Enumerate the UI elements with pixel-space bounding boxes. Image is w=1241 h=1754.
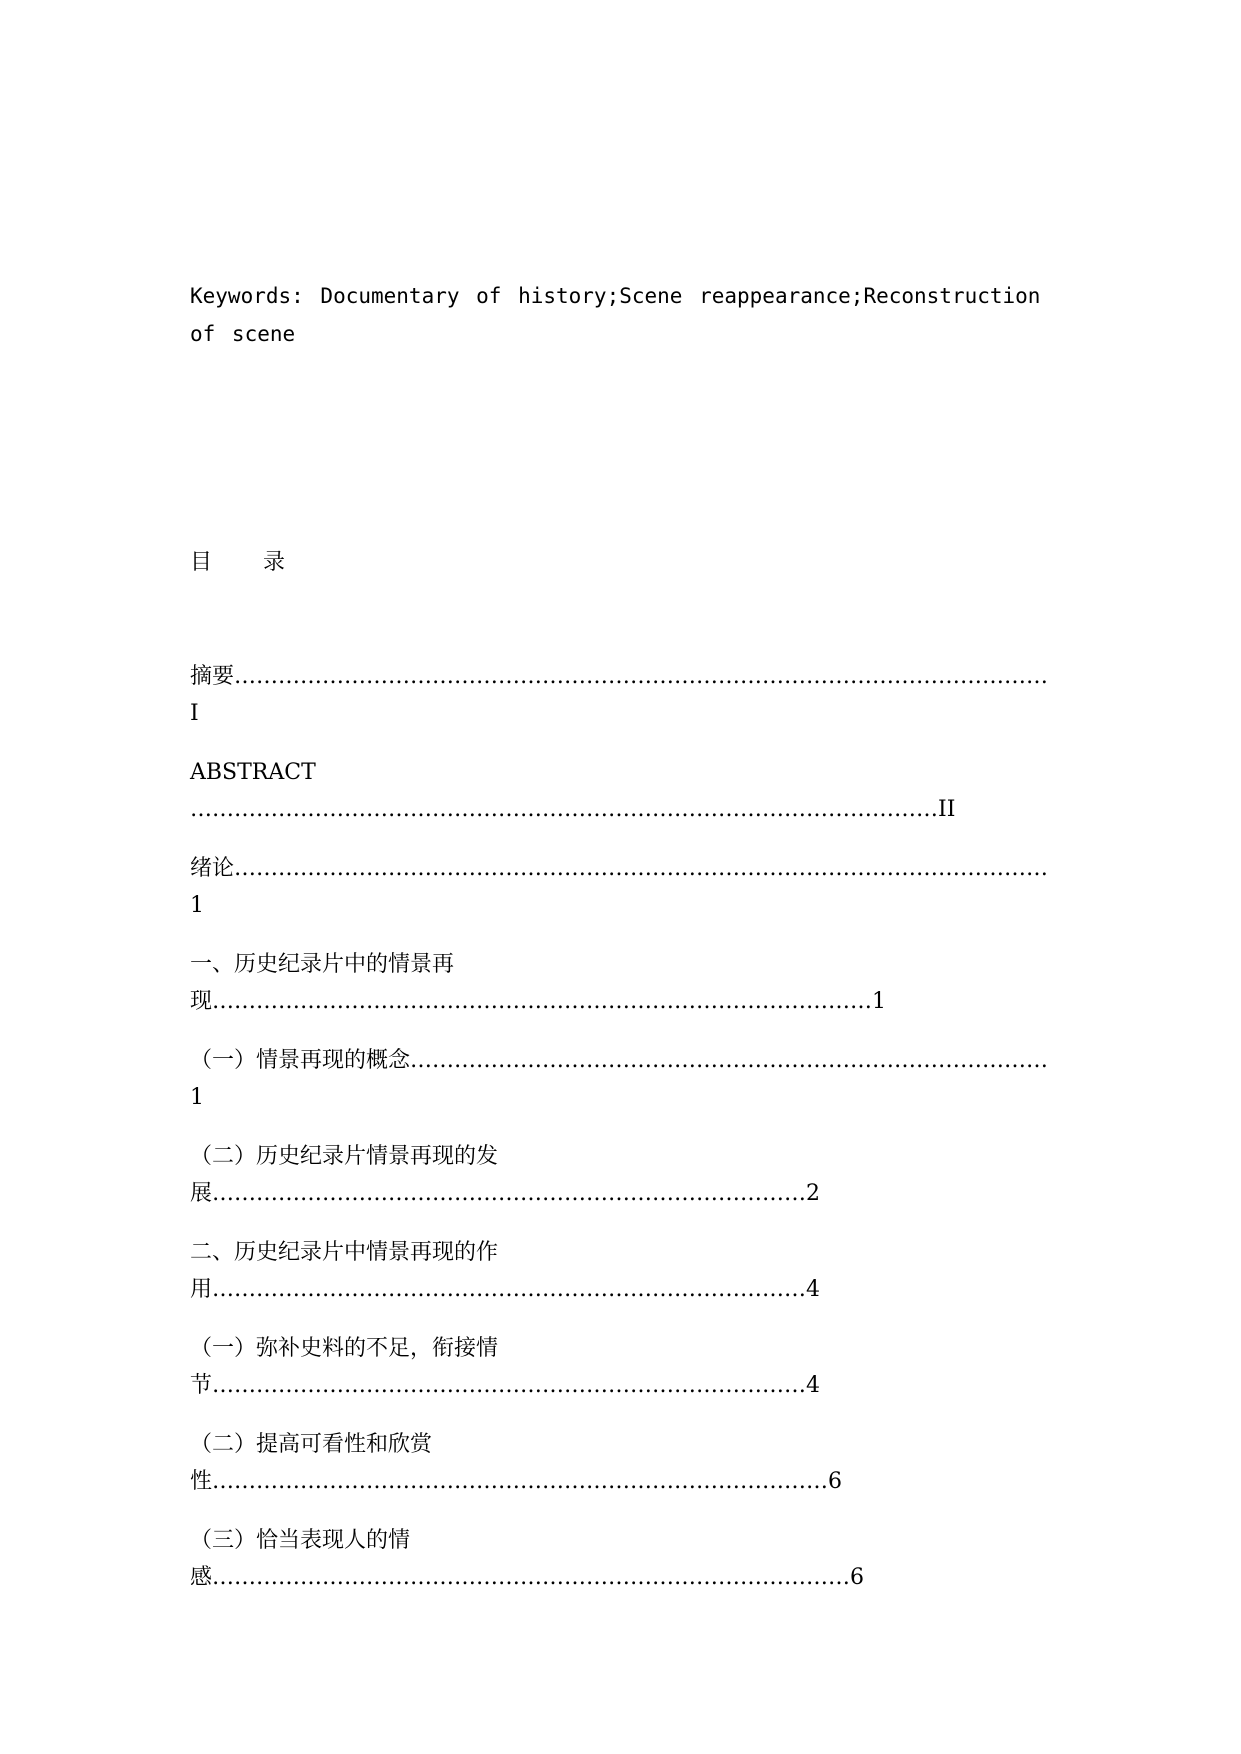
toc-title: 目 录 — [190, 550, 307, 575]
toc-entry-page: 4 — [806, 1373, 821, 1398]
toc-entry[interactable] — [190, 1042, 1052, 1138]
toc-entry-page: 4 — [806, 1277, 821, 1302]
toc-entry[interactable] — [190, 946, 1052, 1042]
toc-entry[interactable] — [190, 1426, 1052, 1522]
toc-leader-dots: ……………………………………………………………………… — [212, 1181, 807, 1206]
toc-leader-dots: …………………………………………………………………………… — [410, 1048, 1049, 1073]
toc-entry-page: 6 — [850, 1565, 865, 1590]
toc-entry[interactable] — [190, 1138, 1052, 1234]
toc-entry-page: 1 — [872, 989, 887, 1014]
toc-leader-dots: …………………………………………………………………………… — [212, 1565, 851, 1590]
toc-entry-title: 绪论 — [190, 856, 235, 881]
toc-entry-page: I — [190, 701, 199, 726]
toc-leader-dots: ………………………………………………………………………………………………… — [234, 856, 1049, 881]
toc-entry-title: 摘要 — [190, 664, 235, 689]
toc-entry-page: 1 — [190, 893, 204, 918]
toc-entry[interactable] — [190, 658, 1052, 754]
toc-entry[interactable] — [190, 1522, 1052, 1618]
toc-entry-title: 二、历史纪录片中情景再现的作用 — [190, 1240, 499, 1302]
toc-entry-title: 一、历史纪录片中的情景再现 — [190, 952, 455, 1014]
toc-entry-page: II — [938, 797, 956, 822]
toc-leader-dots: ……………………………………………………………………… — [212, 1277, 807, 1302]
toc-entry-page: 1 — [190, 1085, 204, 1110]
toc-leader-dots: ……………………………………………………………………………… — [212, 989, 873, 1014]
toc-entry[interactable] — [190, 1330, 1052, 1426]
keywords-line: Keywords: Documentary of history;Scene reappearance;Reconstruction of scene — [190, 284, 1041, 346]
toc-entry-title: （二）提高可看性和欣赏性 — [190, 1432, 433, 1494]
toc-entry-page: 6 — [828, 1469, 843, 1494]
toc-leader-dots: ………………………………………………………………………………………………… — [234, 664, 1049, 689]
table-of-contents — [190, 658, 1052, 1618]
toc-entry-title: （一）弥补史料的不足，衔接情节 — [190, 1336, 499, 1398]
toc-leader-dots: ………………………………………………………………………………………… — [190, 797, 938, 822]
toc-leader-dots: ………………………………………………………………………… — [212, 1469, 829, 1494]
toc-entry-title: （一）情景再现的概念 — [190, 1048, 411, 1073]
toc-entry-title: （三）恰当表现人的情感 — [190, 1528, 411, 1590]
toc-entry[interactable] — [190, 754, 1052, 850]
toc-leader-dots: ……………………………………………………………………… — [212, 1373, 807, 1398]
toc-entry[interactable] — [190, 1234, 1052, 1330]
toc-entry-page: 2 — [806, 1181, 821, 1206]
toc-entry[interactable] — [190, 850, 1052, 946]
toc-entry-title: ABSTRACT — [190, 760, 316, 785]
toc-entry-title: （二）历史纪录片情景再现的发展 — [190, 1144, 499, 1206]
